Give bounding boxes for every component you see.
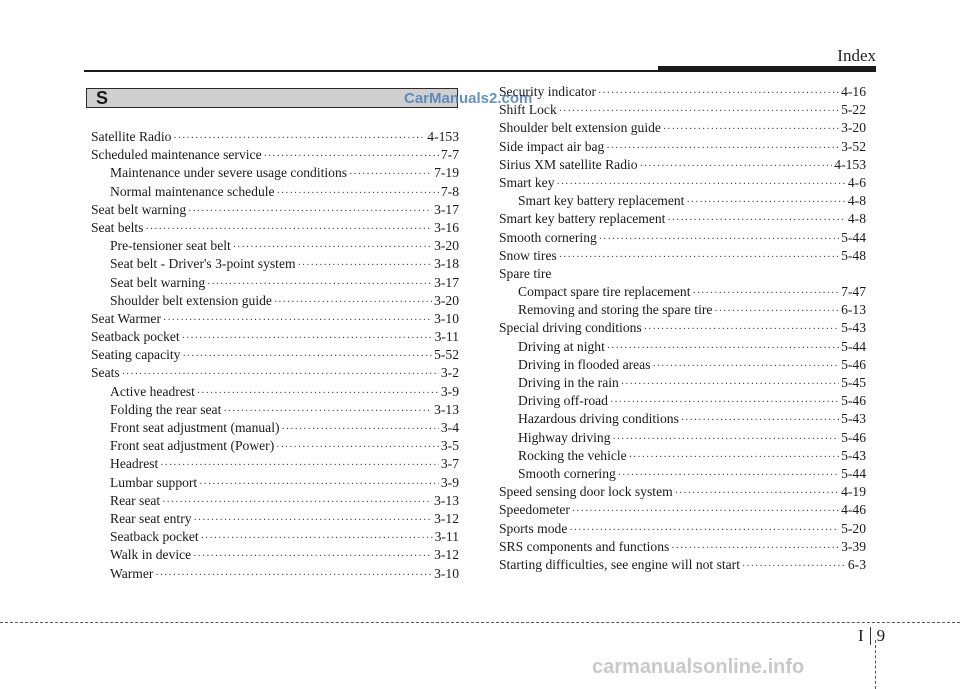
section-letter: S <box>96 88 109 108</box>
index-entry-leader <box>197 385 439 403</box>
index-entry-term: Seating capacity <box>91 347 181 363</box>
index-entry-term: Smooth cornering <box>518 465 616 481</box>
index-entry-page: 3-16 <box>434 219 459 235</box>
index-entry-leader <box>162 494 432 512</box>
index-entry-page: 5-46 <box>841 393 866 409</box>
index-entry-term: Lumbar support <box>110 474 198 490</box>
index-entry <box>91 128 459 146</box>
index-entry-leader <box>188 203 432 221</box>
index-entry <box>499 119 866 137</box>
index-entry <box>499 410 866 428</box>
index-entry-term: Speedometer <box>499 502 570 518</box>
index-entry-page: 3-18 <box>434 256 459 272</box>
index-entry-leader <box>277 185 439 203</box>
index-entry <box>91 528 459 546</box>
index-entry-term: Active headrest <box>110 383 195 399</box>
index-entry-term: Special driving conditions <box>499 320 642 336</box>
top-rule-tab <box>658 66 876 72</box>
index-entry-page: 5-48 <box>841 247 866 263</box>
index-entry-term: Shoulder belt extension guide <box>110 292 272 308</box>
index-entry-term: Speed sensing door lock system <box>499 484 673 500</box>
index-entry <box>499 392 866 410</box>
index-entry <box>499 301 866 319</box>
index-entry-term: Security indicator <box>499 84 597 99</box>
index-entry-term: Seat Warmer <box>91 310 161 326</box>
index-entry-leader <box>298 257 433 275</box>
index-entry <box>499 156 866 174</box>
index-entry <box>499 319 866 337</box>
index-entry-leader <box>692 285 839 303</box>
index-entry-page: 3-11 <box>434 529 459 545</box>
index-entry <box>499 356 866 374</box>
index-entry-page: 5-22 <box>841 102 866 118</box>
watermark-bottom: carmanualsonline.info <box>592 656 805 678</box>
index-entry <box>91 255 459 273</box>
index-entry <box>499 556 866 574</box>
index-entry-leader <box>282 421 439 439</box>
index-entry <box>499 538 866 556</box>
index-entry-term: Starting difficulties, see engine will not start <box>499 556 740 572</box>
index-entry-page: 3-10 <box>434 565 459 581</box>
index-entry-term: Shoulder belt extension guide <box>499 120 661 136</box>
index-entry <box>91 274 459 292</box>
index-entry <box>499 83 866 101</box>
index-entry-term: Walk in device <box>110 547 192 563</box>
index-entry-page: 7-8 <box>440 183 459 199</box>
index-entry-leader <box>629 449 839 467</box>
index-entry-page: 5-43 <box>841 320 866 336</box>
index-entry-leader <box>199 476 439 494</box>
index-entry-term: Compact spare tire replacement <box>518 284 691 300</box>
index-entry-page: 3-12 <box>434 510 459 526</box>
index-entry-leader <box>182 330 433 348</box>
index-entry-page: 3-17 <box>434 274 459 290</box>
page-number-divider <box>870 627 871 645</box>
index-entry-term: Hazardous driving conditions <box>518 411 679 427</box>
index-entry-leader <box>349 166 432 184</box>
watermark-top: CarManuals2.com <box>404 90 533 107</box>
index-entry <box>499 465 866 483</box>
index-entry <box>499 229 866 247</box>
index-entry-term: Driving in the rain <box>518 375 619 390</box>
index-entry-term: Scheduled maintenance service <box>91 147 262 163</box>
index-entry-term: Driving at night <box>518 338 605 354</box>
index-entry-term: Smart key battery replacement <box>499 211 666 227</box>
index-entry-page: 4-8 <box>847 211 866 227</box>
index-entry <box>499 447 866 465</box>
index-entry-leader <box>194 512 433 530</box>
index-entry <box>499 501 866 519</box>
index-entry-page: 3-2 <box>440 365 459 381</box>
index-column-right <box>499 83 866 574</box>
index-entry <box>499 192 866 210</box>
index-entry-term: SRS components and functions <box>499 538 670 554</box>
index-entry-leader <box>742 558 846 576</box>
index-entry-page: 3-11 <box>434 329 459 345</box>
index-entry <box>91 219 459 237</box>
vertical-dashed-rule <box>875 640 876 689</box>
index-entry <box>91 510 459 528</box>
index-entry <box>499 210 866 228</box>
index-entry-term: Satellite Radio <box>91 129 172 144</box>
header-title: Index <box>837 46 876 65</box>
index-entry-term: Sports mode <box>499 520 568 536</box>
index-entry <box>499 265 866 283</box>
index-entry-page: 5-43 <box>841 411 866 427</box>
index-entry <box>499 374 866 392</box>
index-entry <box>91 383 459 401</box>
index-entry-page: 5-46 <box>841 356 866 372</box>
index-entry-leader <box>606 140 839 158</box>
index-entry-term: Normal maintenance schedule <box>110 183 275 199</box>
index-entry-leader <box>663 121 839 139</box>
index-entry-page: 3-9 <box>440 383 459 399</box>
index-entry-page: 4-46 <box>841 502 866 518</box>
index-entry-leader <box>182 348 432 366</box>
index-entry <box>91 328 459 346</box>
index-entry-page: 7-19 <box>434 165 459 181</box>
index-entry-page: 5-43 <box>841 447 866 463</box>
index-entry-page: 3-13 <box>434 492 459 508</box>
index-entry-term: Sirius XM satellite Radio <box>499 156 638 172</box>
index-entry-page: 3-7 <box>440 456 459 472</box>
index-entry <box>499 247 866 265</box>
index-entry-leader <box>681 412 839 430</box>
index-entry-term: Smart key <box>499 174 555 190</box>
index-entry-leader <box>667 212 845 230</box>
index-entry-page: 4-153 <box>427 129 459 144</box>
index-entry-term: Front seat adjustment (Power) <box>110 438 275 454</box>
index-entry-leader <box>193 548 432 566</box>
index-entry-term: Seat belts <box>91 219 144 235</box>
index-entry-page: 4-16 <box>841 84 866 99</box>
index-entry-leader <box>714 303 839 321</box>
index-entry-term: Seatback pocket <box>110 529 199 545</box>
page-number-value: 9 <box>876 626 886 645</box>
index-entry <box>91 455 459 473</box>
index-entry-page: 3-12 <box>434 547 459 563</box>
index-entry <box>499 101 866 119</box>
index-entry-page: 4-8 <box>847 193 866 209</box>
index-entry-leader <box>621 376 839 394</box>
index-entry-page: 3-17 <box>434 201 459 217</box>
index-entry-term: Spare tire <box>499 265 552 281</box>
index-entry-term: Snow tires <box>499 247 557 263</box>
index-entry <box>499 338 866 356</box>
index-entry-page: 5-44 <box>841 338 866 354</box>
index-entry-page: 5-44 <box>841 229 866 245</box>
index-entry-leader <box>598 85 839 103</box>
index-entry-term: Shift Lock <box>499 102 557 118</box>
index-entry <box>499 138 866 156</box>
index-entry-term: Warmer <box>110 565 154 581</box>
index-entry-term: Driving off-road <box>518 393 608 409</box>
index-entry-page: 3-9 <box>440 474 459 490</box>
index-entry <box>91 565 459 583</box>
index-entry-page: 7-7 <box>440 147 459 163</box>
index-entry-term: Removing and storing the spare tire <box>518 302 713 318</box>
index-entry-leader <box>274 294 432 312</box>
index-entry <box>499 174 866 192</box>
index-entry-leader <box>675 485 839 503</box>
index-entry-leader <box>559 249 839 267</box>
chapter-label: I <box>858 626 864 645</box>
index-entry <box>91 346 459 364</box>
index-entry-page: 6-3 <box>847 556 866 572</box>
index-entry-page: 3-20 <box>841 120 866 136</box>
index-entry-page: 5-44 <box>841 465 866 481</box>
index-entry-leader <box>276 439 439 457</box>
index-entry <box>91 401 459 419</box>
section-header-bar <box>86 88 458 108</box>
index-entry-term: Highway driving <box>518 429 611 445</box>
index-entry-term: Front seat adjustment (manual) <box>110 420 280 435</box>
index-entry-term: Pre-tensioner seat belt <box>110 238 231 254</box>
page-number <box>858 626 885 646</box>
index-entry-page: 3-52 <box>841 138 866 154</box>
index-entry-leader <box>653 358 840 376</box>
index-entry-term: Rear seat <box>110 492 161 508</box>
index-entry-page: 4-6 <box>847 174 866 190</box>
index-entry <box>91 419 459 437</box>
index-entry-term: Rear seat entry <box>110 510 192 526</box>
bottom-dashed-rule <box>0 622 960 623</box>
index-entry-leader <box>155 567 432 585</box>
index-entry-term: Headrest <box>110 456 159 472</box>
index-entry <box>91 237 459 255</box>
index-entry <box>91 201 459 219</box>
index-entry-page: 3-10 <box>434 310 459 326</box>
index-entry <box>91 474 459 492</box>
index-entry-leader <box>160 457 439 475</box>
index-entry <box>91 183 459 201</box>
index-entry-page: 3-20 <box>434 238 459 254</box>
index-entry-term: Seat belt warning <box>91 201 187 217</box>
index-entry-page: 4-19 <box>841 484 866 500</box>
index-entry-term: Side impact air bag <box>499 138 605 154</box>
index-entry-term: Smart key battery replacement <box>518 193 685 209</box>
index-entry-page: 3-20 <box>434 292 459 308</box>
index-entry <box>91 164 459 182</box>
index-entry-leader <box>599 231 839 249</box>
index-entry <box>91 292 459 310</box>
index-entry-page: 7-47 <box>841 284 866 300</box>
index-entry-leader <box>201 530 433 548</box>
index-entry <box>499 520 866 538</box>
index-entry-page: 4-153 <box>834 156 866 172</box>
index-entry-page: 3-5 <box>440 438 459 454</box>
index-entry-leader <box>644 321 839 339</box>
index-entry <box>499 429 866 447</box>
index-entry-page: 5-45 <box>841 375 866 390</box>
index-entry <box>91 492 459 510</box>
index-column-left <box>91 128 459 583</box>
index-entry <box>499 483 866 501</box>
index-entry-leader <box>686 194 845 212</box>
index-entry <box>91 310 459 328</box>
index-entry <box>499 283 866 301</box>
index-entry-term: Smooth cornering <box>499 229 597 245</box>
index-entry-page: 6-13 <box>841 302 866 318</box>
index-entry <box>91 437 459 455</box>
index-entry-leader <box>572 503 839 521</box>
index-entry-term: Seat belt - Driver's 3-point system <box>110 256 296 272</box>
index-entry-page: 3-39 <box>841 538 866 554</box>
index-entry-term: Driving in flooded areas <box>518 356 651 372</box>
index-entry-page: 5-20 <box>841 520 866 536</box>
index-entry-term: Rocking the vehicle <box>518 447 627 463</box>
index-entry-term: Maintenance under severe usage conditions <box>110 165 348 181</box>
index-entry <box>91 364 459 382</box>
index-entry-page: 5-46 <box>841 429 866 445</box>
index-entry <box>91 146 459 164</box>
index-entry-page: 5-52 <box>434 347 459 363</box>
index-entry-term: Seatback pocket <box>91 329 180 345</box>
index-entry-term: Seats <box>91 365 120 381</box>
index-entry-leader <box>613 431 840 449</box>
index-entry-leader <box>163 312 432 330</box>
index-entry-leader <box>640 158 833 176</box>
index-entry-term: Seat belt warning <box>110 274 206 290</box>
index-entry-page: 3-13 <box>434 401 459 417</box>
index-entry-page: 3-4 <box>440 420 459 435</box>
index-entry <box>91 546 459 564</box>
index-entry-term: Folding the rear seat <box>110 401 222 417</box>
